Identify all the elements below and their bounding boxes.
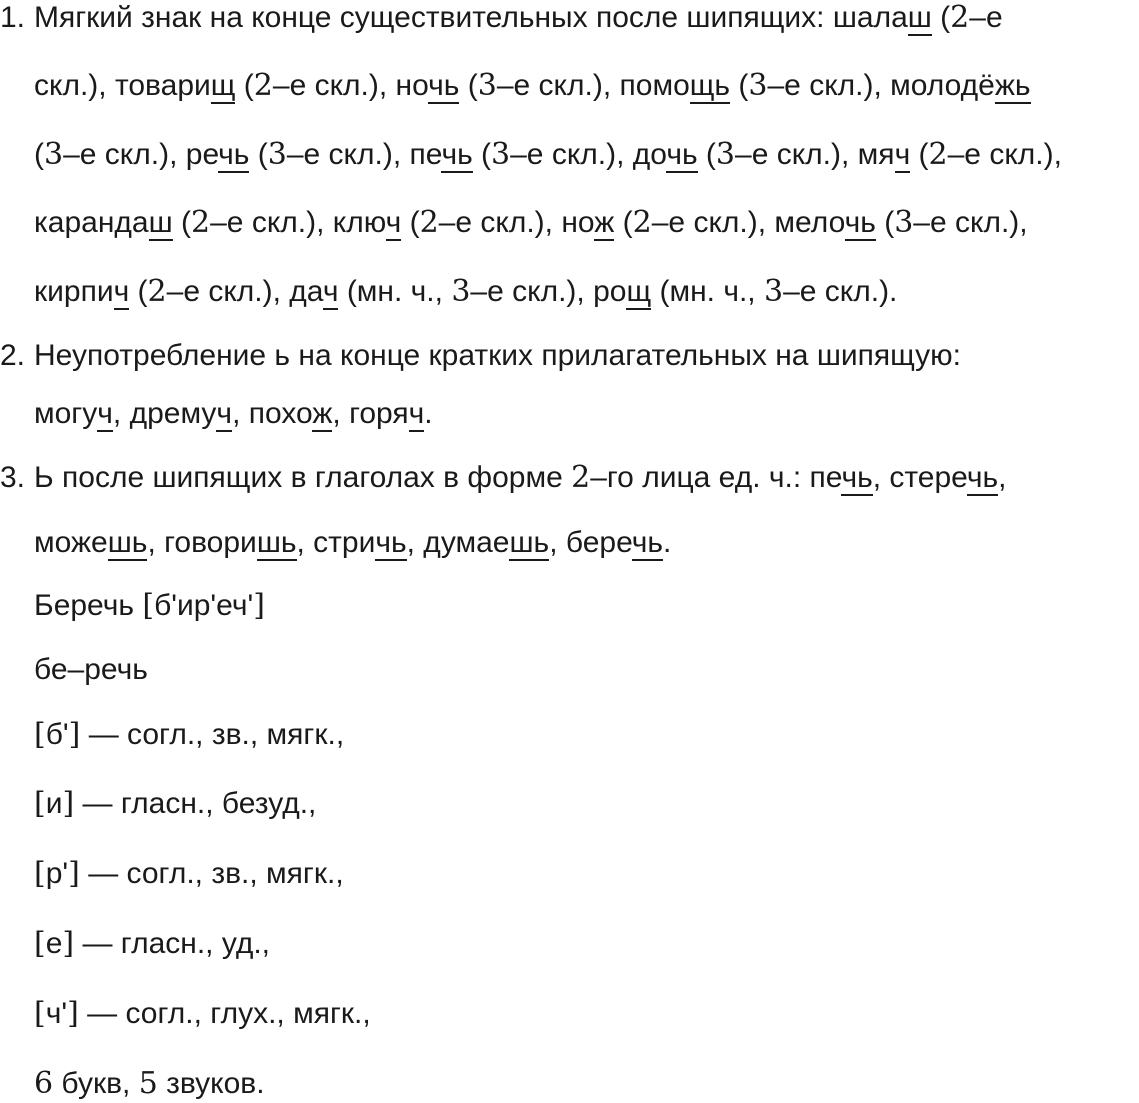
item-3-line-2 <box>34 525 671 561</box>
underlined-ending: ш <box>148 206 173 239</box>
text-run: –е скл.), пе <box>286 138 442 171</box>
text-run: . <box>663 526 672 559</box>
item-3-number: 3. <box>0 461 26 494</box>
item-1-line-3 <box>34 137 1062 173</box>
underlined-ending: щь <box>689 69 731 102</box>
analysis-syllables <box>34 652 148 688</box>
text-run: –е скл.), <box>913 206 1028 239</box>
text-run: –е скл.), ре <box>63 138 219 171</box>
math-symbol: ] <box>62 786 75 821</box>
math-symbol: 2 <box>632 205 652 240</box>
underlined-ending: ч <box>113 275 130 308</box>
text-run: и <box>45 787 63 820</box>
item-2-line-1 <box>34 338 961 374</box>
math-symbol: 3 <box>748 68 768 103</box>
underlined-ending: ж <box>312 397 333 430</box>
math-symbol: [ <box>34 786 46 821</box>
text-run: ч' <box>45 997 68 1030</box>
text-run: ( <box>730 69 749 102</box>
text-run: –е скл.), до <box>510 138 667 171</box>
underlined-ending: ж <box>594 206 615 239</box>
text-run: (мн. ч., <box>651 275 764 308</box>
text-run: , горя <box>332 397 409 430</box>
text-run: ( <box>172 206 192 239</box>
underlined-ending: жь <box>994 69 1031 102</box>
math-symbol: ] <box>62 926 75 961</box>
item-2-number: 2. <box>0 339 26 372</box>
underlined-ending: щ <box>626 275 652 308</box>
text-run: б'ир'еч' <box>154 589 254 622</box>
underlined-ending: шь <box>509 526 550 559</box>
text-run: , говори <box>147 526 257 559</box>
math-symbol: ] <box>67 996 79 1031</box>
text-run: –е скл.), да <box>166 275 323 308</box>
math-symbol: 2 <box>571 460 591 495</box>
analysis-sound-r <box>34 856 344 892</box>
text-run: букв, <box>53 1067 139 1100</box>
text-run: –е скл.), мело <box>651 206 845 239</box>
underlined-ending: чь <box>375 526 407 559</box>
item-1-line-2 <box>34 68 1031 104</box>
underlined-ending: ш <box>907 1 932 34</box>
text-run: може <box>34 526 108 559</box>
text-run: , стере <box>872 461 967 494</box>
text-run: ( <box>401 206 420 239</box>
text-run: –е скл.), <box>947 138 1062 171</box>
underlined-ending: шь <box>256 526 297 559</box>
text-run: , дрему <box>112 397 217 430</box>
item-2-line-2 <box>34 396 433 432</box>
math-symbol: 2 <box>253 68 273 103</box>
text-run: , бере <box>549 526 632 559</box>
math-symbol: 3 <box>44 137 64 172</box>
text-run: Мягкий знак на конце существительных после шипящих: шала <box>34 1 908 34</box>
math-symbol: 3 <box>477 68 497 103</box>
text-run: кирпи <box>34 275 114 308</box>
item-3-line-1 <box>34 460 1006 496</box>
math-symbol: 6 <box>34 1066 54 1101</box>
underlined-ending: чь <box>428 69 460 102</box>
math-symbol: [ <box>34 717 46 752</box>
analysis-sound-b <box>34 717 344 753</box>
text-run: . <box>424 397 433 430</box>
text-run: ( <box>697 138 716 171</box>
underlined-ending: шь <box>107 526 148 559</box>
text-run: — согл., зв., мягк., <box>80 718 345 751</box>
math-symbol: 2 <box>147 274 167 309</box>
math-symbol: 3 <box>491 137 511 172</box>
text-run: –е скл.), мя <box>735 138 895 171</box>
text-run: –е скл.). <box>783 275 898 308</box>
text-run: , <box>998 461 1007 494</box>
analysis-sound-e <box>34 926 270 962</box>
text-run: ( <box>875 206 895 239</box>
analysis-sound-i <box>34 786 316 822</box>
underlined-ending: ч <box>97 397 113 430</box>
underlined-ending: ч <box>894 138 911 171</box>
text-run: ( <box>472 138 492 171</box>
underlined-ending: ч <box>322 275 339 308</box>
text-run: звуков. <box>157 1067 265 1100</box>
math-symbol: ] <box>68 856 80 891</box>
text-run: Беречь <box>34 589 143 622</box>
underlined-ending: чь <box>631 526 664 559</box>
text-run: –е скл.), но <box>272 69 429 102</box>
text-run: — согл., глух., мягк., <box>78 997 371 1030</box>
math-symbol: 3 <box>451 274 471 309</box>
text-run: (мн. ч., <box>338 275 452 308</box>
item-1-line-4 <box>34 205 1028 241</box>
text-run: — гласн., безуд., <box>74 787 317 820</box>
underlined-ending: чь <box>841 461 873 494</box>
math-symbol: 3 <box>894 205 914 240</box>
math-symbol: 2 <box>191 205 211 240</box>
text-run: –го лица ед. ч.: пе <box>590 461 842 494</box>
underlined-ending: чь <box>844 206 876 239</box>
analysis-transcription <box>34 588 265 624</box>
text-run: р' <box>45 857 69 890</box>
underlined-ending: ч <box>408 397 425 430</box>
underlined-ending: чь <box>966 461 999 494</box>
math-symbol: [ <box>34 856 46 891</box>
underlined-ending: ч <box>385 206 402 239</box>
item-1-line-1 <box>34 0 1003 36</box>
math-symbol: 2 <box>419 205 439 240</box>
underlined-ending: ч <box>216 397 233 430</box>
text-run: ( <box>129 275 148 308</box>
math-symbol: 5 <box>138 1066 158 1101</box>
text-run: ( <box>614 206 633 239</box>
math-symbol: 2 <box>928 137 948 172</box>
math-symbol: 3 <box>267 137 287 172</box>
math-symbol: [ <box>34 926 46 961</box>
underlined-ending: чь <box>441 138 473 171</box>
item-1-number: 1. <box>0 1 26 34</box>
text-run: скл.), товари <box>34 69 211 102</box>
analysis-sound-ch <box>34 996 371 1032</box>
analysis-summary <box>34 1066 265 1102</box>
text-run: ( <box>235 69 254 102</box>
text-run: могу <box>34 397 98 430</box>
text-run: –е <box>969 1 1003 34</box>
math-symbol: 3 <box>715 137 736 172</box>
text-run: бе–речь <box>34 653 148 686</box>
underlined-ending: щ <box>210 69 236 102</box>
text-run: , стри <box>296 526 376 559</box>
text-run: –е скл.), молодё <box>767 69 995 102</box>
text-run: ( <box>931 1 951 34</box>
text-run: — согл., зв., мягк., <box>79 857 344 890</box>
text-run: –е скл.), клю <box>210 206 386 239</box>
text-run: — гласн., уд., <box>74 927 271 960</box>
text-run: ( <box>910 138 929 171</box>
math-symbol: ] <box>68 717 81 752</box>
text-run: ( <box>459 69 478 102</box>
text-run: Ь после шипящих в глаголах в форме <box>34 461 572 494</box>
text-run: –е скл.), помо <box>496 69 690 102</box>
math-symbol: [ <box>142 588 155 623</box>
math-symbol: 2 <box>950 0 970 35</box>
math-symbol: ] <box>253 588 265 623</box>
text-run: е <box>45 927 63 960</box>
item-1-line-5 <box>34 274 897 310</box>
text-run: ( <box>34 138 44 171</box>
text-run: каранда <box>34 206 149 239</box>
text-run: Неупотребление ь на конце кратких прилагательных на шипящую: <box>34 339 961 372</box>
text-run: , похо <box>232 397 313 430</box>
math-symbol: 3 <box>763 274 784 309</box>
text-run: –е скл.), но <box>438 206 595 239</box>
text-run: –е скл.), ро <box>470 275 627 308</box>
underlined-ending: чь <box>666 138 698 171</box>
underlined-ending: чь <box>218 138 250 171</box>
text-run: , думае <box>406 526 510 559</box>
math-symbol: [ <box>34 996 46 1031</box>
text-run: б' <box>45 718 69 751</box>
text-run: ( <box>249 138 268 171</box>
